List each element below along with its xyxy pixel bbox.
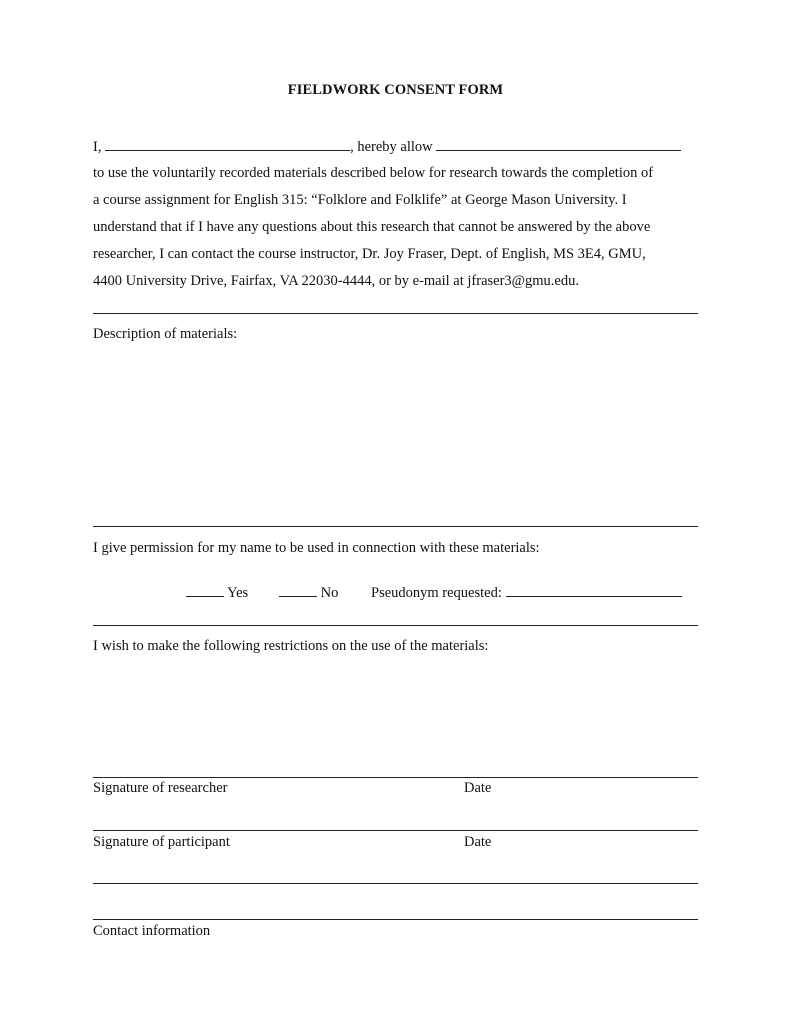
yes-option [186, 583, 248, 602]
pseudonym-blank[interactable] [506, 583, 682, 597]
contact-information-label: Contact information [93, 923, 211, 939]
participant-signature-line[interactable] [93, 830, 698, 831]
divider-rule [93, 313, 698, 314]
pseudonym-option [371, 583, 682, 602]
researcher-date-label: Date [464, 780, 492, 796]
yes-label: Yes [227, 585, 249, 601]
contact-line-1[interactable] [93, 883, 698, 884]
permission-label: I give permission for my name to be used in connection with these materials: [93, 540, 540, 556]
divider-rule [93, 625, 698, 626]
no-option [279, 583, 338, 602]
contact-line-2[interactable] [93, 919, 698, 920]
intro-line-5: researcher, I can contact the course instructor, Dr. Joy Fraser, Dept. of English, MS 3E4, GMU, [93, 246, 646, 262]
participant-signature-label: Signature of participant [93, 834, 230, 850]
intro-hereby-allow-text: , hereby allow [350, 139, 433, 155]
yes-blank[interactable] [186, 583, 224, 597]
intro-i-text: I, [93, 139, 102, 155]
researcher-name-blank[interactable] [436, 137, 681, 151]
no-blank[interactable] [279, 583, 317, 597]
restrictions-label: I wish to make the following restrictions on the use of the materials: [93, 638, 489, 654]
no-label: No [320, 585, 339, 601]
pseudonym-label: Pseudonym requested: [371, 585, 502, 601]
intro-line-6: 4400 University Drive, Fairfax, VA 22030-4444, or by e-mail at jfraser3@gmu.edu. [93, 273, 579, 289]
intro-line-2: to use the voluntarily recorded materials described below for research towards the completion of [93, 165, 654, 181]
divider-rule [93, 526, 698, 527]
intro-line-3: a course assignment for English 315: “Folklore and Folklife” at George Mason University. I [93, 192, 627, 208]
description-label: Description of materials: [93, 326, 238, 342]
researcher-signature-line[interactable] [93, 777, 698, 778]
form-title: FIELDWORK CONSENT FORM [287, 82, 504, 98]
intro-line-1 [93, 137, 681, 156]
participant-date-label: Date [464, 834, 492, 850]
intro-line-4: understand that if I have any questions about this research that cannot be answered by the above [93, 219, 651, 235]
researcher-signature-label: Signature of researcher [93, 780, 228, 796]
participant-name-blank[interactable] [105, 137, 350, 151]
